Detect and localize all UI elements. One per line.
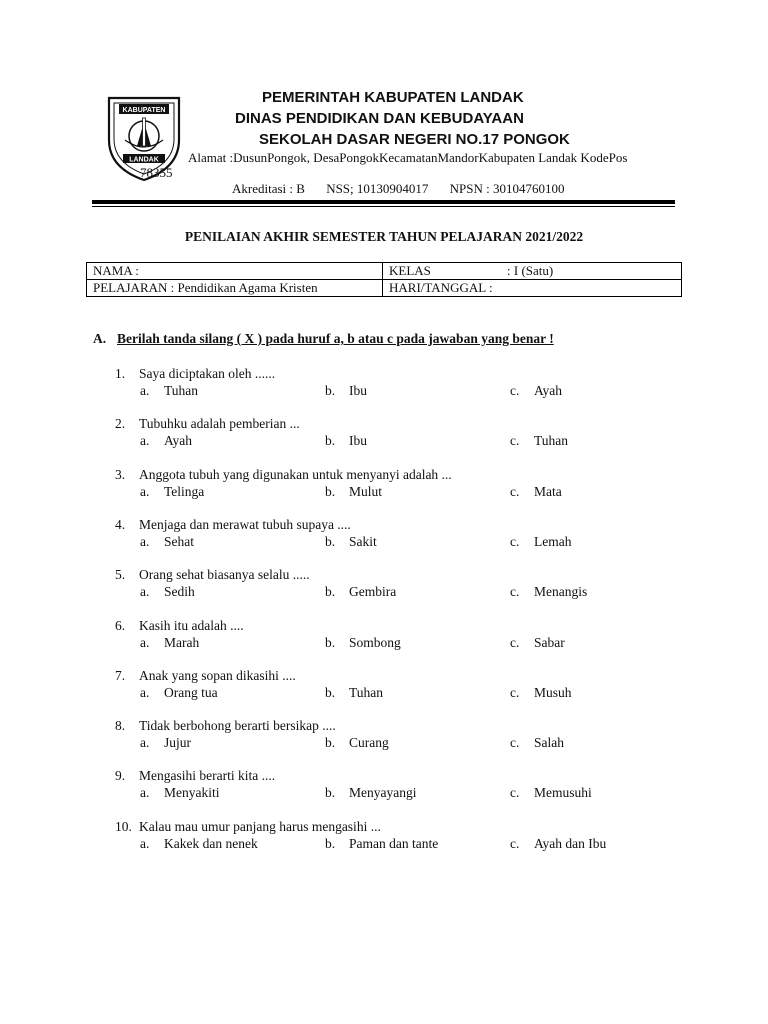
question-item — [115, 566, 715, 600]
question-number: 7. — [115, 668, 126, 683]
question-number: 4. — [115, 517, 126, 532]
option-text: Menangis — [534, 584, 588, 599]
option-letter: c. — [510, 685, 520, 700]
answer-options — [115, 432, 715, 449]
option-b[interactable] — [325, 835, 438, 852]
option-text: Curang — [349, 735, 389, 750]
option-text: Tuhan — [349, 685, 384, 700]
question-text: Mengasihi berarti kita .... — [139, 768, 276, 783]
option-letter: b. — [325, 383, 336, 398]
option-letter: a. — [140, 584, 150, 599]
answer-options — [115, 634, 715, 651]
option-c[interactable] — [510, 583, 587, 600]
answer-options — [115, 734, 715, 751]
option-text: Mulut — [349, 484, 383, 499]
option-a[interactable] — [140, 533, 194, 550]
option-letter: b. — [325, 584, 336, 599]
option-letter: c. — [510, 433, 520, 448]
question-item — [115, 516, 715, 550]
option-text: Marah — [164, 635, 200, 650]
option-c[interactable] — [510, 483, 562, 500]
option-b[interactable] — [325, 634, 401, 651]
option-a[interactable] — [140, 835, 258, 852]
option-letter: a. — [140, 635, 150, 650]
question-item — [115, 415, 715, 449]
question-stem — [115, 717, 715, 734]
question-item — [115, 667, 715, 701]
option-text: Gembira — [349, 584, 397, 599]
question-stem — [115, 767, 715, 784]
option-letter: a. — [140, 383, 150, 398]
option-text: Paman dan tante — [349, 836, 439, 851]
option-letter: b. — [325, 635, 336, 650]
question-number: 6. — [115, 618, 126, 633]
option-letter: a. — [140, 836, 150, 851]
question-item — [115, 717, 715, 751]
option-a[interactable] — [140, 382, 198, 399]
option-letter: c. — [510, 836, 520, 851]
question-text: Tidak berbohong berarti bersikap .... — [139, 718, 336, 733]
option-b[interactable] — [325, 533, 377, 550]
option-letter: b. — [325, 685, 336, 700]
option-text: Salah — [534, 735, 564, 750]
question-number: 9. — [115, 768, 126, 783]
option-letter: c. — [510, 484, 520, 499]
option-text: Ibu — [349, 433, 367, 448]
option-text: Sehat — [164, 534, 194, 549]
question-item — [115, 767, 715, 801]
option-a[interactable] — [140, 634, 199, 651]
school-postcode: 78355 — [140, 165, 173, 180]
accreditation-line — [232, 181, 583, 197]
option-letter: a. — [140, 785, 150, 800]
option-c[interactable] — [510, 734, 564, 751]
option-b[interactable] — [325, 684, 383, 701]
subject-field: PELAJARAN : Pendidikan Agama Kristen — [87, 280, 383, 297]
option-letter: c. — [510, 635, 520, 650]
option-a[interactable] — [140, 734, 191, 751]
class-label: KELAS — [389, 263, 431, 278]
question-text: Anak yang sopan dikasihi .... — [139, 668, 296, 683]
nss-number: NSS; 10130904017 — [326, 181, 429, 196]
option-letter: a. — [140, 433, 150, 448]
option-text: Orang tua — [164, 685, 218, 700]
option-letter: b. — [325, 534, 336, 549]
option-letter: b. — [325, 433, 336, 448]
question-text: Orang sehat biasanya selalu ..... — [139, 567, 310, 582]
question-item — [115, 818, 715, 852]
option-text: Sabar — [534, 635, 565, 650]
student-info-table — [86, 262, 682, 297]
accreditation: Akreditasi : B — [232, 181, 305, 196]
option-b[interactable] — [325, 382, 367, 399]
answer-options — [115, 483, 715, 500]
option-letter: a. — [140, 685, 150, 700]
section-a-heading — [93, 331, 554, 347]
option-text: Menyayangi — [349, 785, 417, 800]
option-text: Tuhan — [534, 433, 569, 448]
question-number: 1. — [115, 366, 126, 381]
option-a[interactable] — [140, 684, 218, 701]
option-a[interactable] — [140, 483, 204, 500]
answer-options — [115, 583, 715, 600]
question-text: Anggota tubuh yang digunakan untuk menyanyi adalah ... — [139, 467, 452, 482]
option-letter: b. — [325, 735, 336, 750]
header-divider-thin — [92, 206, 675, 207]
option-text: Ibu — [349, 383, 367, 398]
option-text: Memusuhi — [534, 785, 592, 800]
question-stem — [115, 566, 715, 583]
question-stem — [115, 818, 715, 835]
option-a[interactable] — [140, 432, 192, 449]
school-address: Alamat :DusunPongok, DesaPongokKecamatanMandorKabupaten Landak KodePos — [188, 150, 628, 165]
svg-text:LANDAK: LANDAK — [129, 156, 159, 164]
option-c[interactable] — [510, 835, 606, 852]
option-c[interactable] — [510, 533, 571, 550]
option-text: Ayah — [164, 433, 193, 448]
header-government: PEMERINTAH KABUPATEN LANDAK — [262, 89, 524, 106]
option-letter: c. — [510, 785, 520, 800]
answer-options — [115, 784, 715, 801]
option-letter: b. — [325, 836, 336, 851]
option-b[interactable] — [325, 483, 382, 500]
question-item — [115, 365, 715, 399]
option-a[interactable] — [140, 784, 220, 801]
option-letter: a. — [140, 484, 150, 499]
question-number: 2. — [115, 416, 126, 431]
option-text: Tuhan — [164, 383, 199, 398]
option-a[interactable] — [140, 583, 195, 600]
name-field[interactable]: NAMA : — [87, 263, 383, 280]
question-text: Tubuhku adalah pemberian ... — [139, 416, 300, 431]
section-instruction: Berilah tanda silang ( X ) pada huruf a, b atau c pada jawaban yang benar ! — [117, 331, 554, 346]
class-field[interactable] — [383, 263, 682, 280]
header-department: DINAS PENDIDIKAN DAN KEBUDAYAAN — [235, 110, 524, 127]
option-text: Sombong — [349, 635, 401, 650]
date-field[interactable]: HARI/TANGGAL : — [383, 280, 682, 297]
option-c[interactable] — [510, 634, 565, 651]
question-item — [115, 617, 715, 651]
option-letter: c. — [510, 383, 520, 398]
npsn-number: NPSN : 30104760100 — [449, 181, 565, 196]
question-number: 5. — [115, 567, 126, 582]
question-stem — [115, 516, 715, 533]
question-text: Kalau mau umur panjang harus mengasihi ... — [139, 819, 381, 834]
option-text: Telinga — [164, 484, 205, 499]
option-text: Ayah dan Ibu — [534, 836, 607, 851]
option-b[interactable] — [325, 784, 416, 801]
question-stem — [115, 365, 715, 382]
question-number: 3. — [115, 467, 126, 482]
question-text: Kasih itu adalah .... — [139, 618, 244, 633]
option-text: Jujur — [164, 735, 191, 750]
class-value: : I (Satu) — [507, 263, 554, 278]
option-text: Musuh — [534, 685, 572, 700]
option-c[interactable] — [510, 432, 568, 449]
option-letter: a. — [140, 735, 150, 750]
exam-title: PENILAIAN AKHIR SEMESTER TAHUN PELAJARAN 2021/2022 — [184, 229, 584, 244]
question-number: 10. — [115, 819, 132, 834]
option-b[interactable] — [325, 734, 389, 751]
option-letter: a. — [140, 534, 150, 549]
question-stem — [115, 617, 715, 634]
option-text: Sedih — [164, 584, 195, 599]
question-stem — [115, 466, 715, 483]
question-stem — [115, 415, 715, 432]
svg-text:KABUPATEN: KABUPATEN — [122, 107, 166, 114]
header-divider-thick — [92, 200, 675, 204]
option-c[interactable] — [510, 382, 562, 399]
option-text: Mata — [534, 484, 562, 499]
option-text: Lemah — [534, 534, 572, 549]
section-letter: A. — [93, 331, 107, 346]
answer-options — [115, 382, 715, 399]
option-text: Sakit — [349, 534, 377, 549]
question-number: 8. — [115, 718, 126, 733]
option-text: Menyakiti — [164, 785, 220, 800]
option-b[interactable] — [325, 432, 367, 449]
question-item — [115, 466, 715, 500]
option-b[interactable] — [325, 583, 396, 600]
question-stem — [115, 667, 715, 684]
option-letter: c. — [510, 735, 520, 750]
question-text: Menjaga dan merawat tubuh supaya .... — [139, 517, 351, 532]
option-letter: b. — [325, 785, 336, 800]
option-letter: b. — [325, 484, 336, 499]
answer-options — [115, 835, 715, 852]
option-letter: c. — [510, 584, 520, 599]
answer-options — [115, 533, 715, 550]
header-school: SEKOLAH DASAR NEGERI NO.17 PONGOK — [259, 131, 570, 148]
option-text: Kakek dan nenek — [164, 836, 258, 851]
option-text: Ayah — [534, 383, 563, 398]
answer-options — [115, 684, 715, 701]
question-text: Saya diciptakan oleh ...... — [139, 366, 276, 381]
option-c[interactable] — [510, 784, 592, 801]
option-letter: c. — [510, 534, 520, 549]
option-c[interactable] — [510, 684, 572, 701]
